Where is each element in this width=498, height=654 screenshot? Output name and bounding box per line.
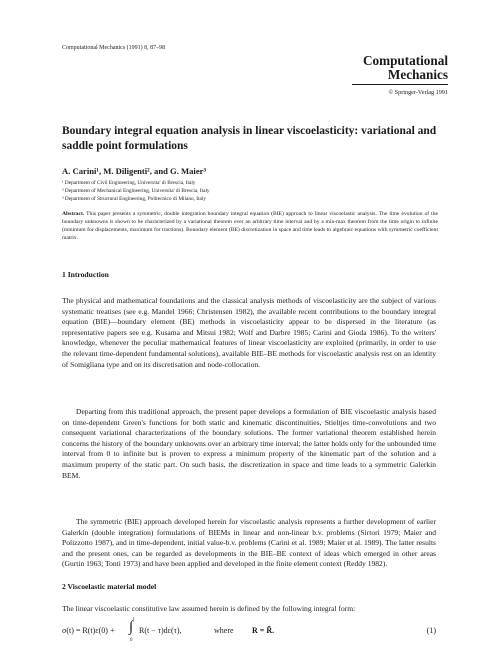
section-heading-introduction: 1 Introduction	[62, 270, 109, 279]
integral-upper-limit: t	[133, 617, 135, 622]
section2-intro-text: The linear viscoelastic constitutive law assumed herein is defined by the following integral form:	[62, 604, 356, 613]
integral-sign: ∫	[129, 619, 134, 635]
journal-masthead	[352, 54, 448, 96]
abstract	[62, 211, 438, 243]
equation-lhs: σ(t) = R(t)ε(0) +	[62, 626, 115, 635]
copyright-line: © Springer-Verlag 1991	[388, 89, 448, 96]
masthead-title-line2: Mechanics	[387, 67, 448, 82]
equation-integrand: R(t − τ)dε(τ),	[139, 626, 182, 635]
affiliation-2: ² Department of Mechanical Engineering, Universita' di Brescia, Italy	[62, 188, 210, 194]
abstract-label: Abstract.	[62, 211, 85, 217]
abstract-text: This paper presents a symmetric, double integration boundary integral equation (BIE) approach to linear viscoelastic analysis. The time evolution of the boundary unknowns is shown to be characterized by a variational theorem over an arbitrary time interval and by a min-max theorem from the time origin to infinite (minimum for displacements, maximum for tractions). Boundary element (BE) discretization in space and time leads to algebraic equations with symmetric coefficient matrix.	[62, 211, 438, 241]
equation-where: where	[214, 626, 234, 635]
integral-lower-limit: 0	[130, 638, 133, 643]
section-heading-viscoelastic-model: 2 Viscoelastic material model	[62, 582, 157, 591]
paper-title: Boundary integral equation analysis in linear viscoelasticity: variational and saddle point formulations	[62, 125, 437, 152]
affiliations	[62, 179, 442, 203]
intro-paragraph-2: Departing from this traditional approach, the present paper develops a formulation of BIE viscoelastic analysis based on time-dependent Green's functions for both static and kinematic discontinuities, Stieltjes time-convolutions and two consequent variational characterizations of the boundary solutions. The former variational theorem established herein concerns the history of the boundary unknowns over an arbitrary time interval; the latter holds only for the unbounded time interval from 0 to infinite but is proven to express a minimum property of the kinematic part of the solution and a maximum property of the static part. On such basis, the discretization in space and time leads to a symmetric Galerkin BEM.	[62, 407, 436, 480]
intro-paragraph-3: The symmetric (BIE) approach developed herein for viscoelastic analysis represents a further development of earlier Galerkin (double integration) formulations of BIEMs in linear and non-linear b.v. problems (Sirtori 1979; Maier and Polizzotto 1987), and in time-dependent, initial value-b.v. problems (Carini et al. 1989; Maier et al. 1989). The latter results and the present ones, can be regarded as developments in the BIE–BE context of ideas which emerged in other areas (Gurtin 1963; Tonti 1973) and have been applied and developed in the finite element context (Reddy 1982).	[62, 517, 436, 569]
masthead-rule	[352, 84, 448, 85]
intro-paragraph-1: The physical and mathematical foundations and the classical analysis methods of viscoelasticity are the subject of various systematic treatises (see e.g. Mandel 1966; Christensen 1982), the available recent contributions to the boundary integral equation (BIE)—boundary element (BE) methods in viscoelasticity appear to be dispersed in the literature (as representative papers see e.g. Kusama and Mitsui 1982; Wolf and Darbre 1985; Carini and Gioda 1986). To the writers' knowledge, whenever the peculiar mathematical features of linear viscoelasticity are exploited (primarily, in order to use the relevant time-dependent fundamental solutions), available BIE–BE methods for viscoelastic analysis rest on an identity of Somigliana type and on its discretisation and node-collocation.	[62, 296, 436, 369]
equation-definition: R = R̃.	[252, 626, 275, 635]
affiliation-1: ¹ Department of Civil Engineering, Universita' di Brescia, Italy	[62, 180, 196, 186]
masthead-title-line1: Computational	[363, 53, 448, 68]
affiliation-3: ³ Department of Structural Engineering, Politecnico di Milano, Italy	[62, 196, 206, 202]
author-list: A. Carini¹, M. Diligenti², and G. Maier³	[62, 166, 207, 176]
journal-citation: Computational Mechanics (1991) 8, 87–98	[62, 45, 166, 51]
equation-number: (1)	[426, 626, 436, 635]
